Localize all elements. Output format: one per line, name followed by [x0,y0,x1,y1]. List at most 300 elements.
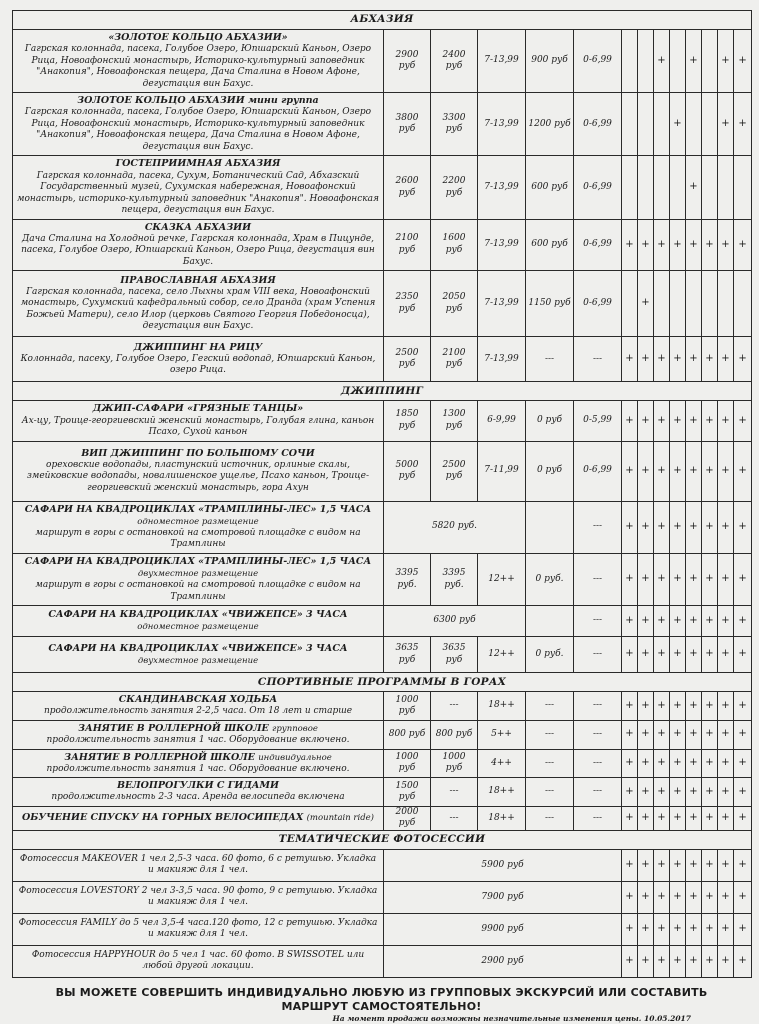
day-availability-cell: + [670,720,686,749]
day-availability-cell: + [670,692,686,721]
day-availability-cell: + [622,692,638,721]
day-availability-cell: + [702,337,718,382]
day-availability-cell: + [734,749,752,778]
day-availability-cell: + [670,501,686,553]
tour-description: Ах-цу, Троице-георгиевский женский монастырь, Голубая глина, каньон Псахо, Сухой каньон [21,415,375,438]
infant-price-cell: --- [526,778,574,807]
child-price-cell: 2400 руб [431,30,478,93]
tour-description-cell [13,637,384,673]
child-price-cell: 1000 руб [431,749,478,778]
tour-description-cell [13,692,384,721]
child-age-cell: 7-13,99 [478,271,526,337]
tour-name-suffix: одноместное размещение [137,516,259,527]
day-availability-cell [718,156,734,219]
adult-price-cell: 1500 руб [384,778,431,807]
day-availability-cell: + [734,692,752,721]
child-age-cell: 7-11,99 [478,441,526,501]
day-availability-cell: + [622,806,638,830]
day-availability-cell: + [718,637,734,673]
day-availability-cell: + [622,219,638,271]
day-availability-cell: + [702,849,718,881]
tour-description-cell [13,606,384,637]
adult-price-cell: 2350 руб [384,271,431,337]
section-title: ДЖИППИНГ [13,382,752,401]
day-availability-cell: + [702,749,718,778]
day-availability-cell: + [638,913,654,945]
day-availability-cell: + [622,849,638,881]
price-change-note: На момент продажи возможны незначительные изменения цены. 10.05.2017 [332,1014,691,1024]
tour-description-cell [13,749,384,778]
day-availability-cell: + [622,401,638,441]
price-table [12,10,752,978]
day-availability-cell: + [622,606,638,637]
day-availability-cell: + [654,881,670,913]
child-price-cell: 800 руб [431,720,478,749]
tour-row [13,806,752,830]
price-merged-cell: 6300 руб [384,606,526,637]
day-availability-cell: + [686,156,702,219]
day-availability-cell: + [734,881,752,913]
tour-row [13,219,752,271]
infant-price-cell: 1200 руб [526,93,574,156]
day-availability-cell: + [734,778,752,807]
day-availability-cell: + [734,30,752,93]
adult-price-cell: 2500 руб [384,337,431,382]
tour-name: ДЖИППИНГ НА РИЦУ [133,341,263,353]
infant-age-cell: 0-5,99 [574,401,622,441]
day-availability-cell: + [670,749,686,778]
tour-title [17,723,379,735]
day-availability-cell: + [622,720,638,749]
photo-session-price: 2900 руб [384,945,622,977]
day-availability-cell: + [686,778,702,807]
day-availability-cell: + [734,93,752,156]
day-availability-cell: + [654,849,670,881]
day-availability-cell: + [638,692,654,721]
day-availability-cell: + [718,337,734,382]
day-availability-cell: + [670,219,686,271]
child-age-cell: 7-13,99 [478,156,526,219]
child-price-cell: 3300 руб [431,93,478,156]
price-sheet [12,10,751,1023]
day-availability-cell: + [718,720,734,749]
infant-price-cell: 0 руб [526,441,574,501]
day-availability-cell: + [702,219,718,271]
tour-description: продолжительность занятия 2-2,5 часа. От 18 лет и старше [43,706,353,717]
day-availability-cell: + [654,692,670,721]
day-availability-cell: + [654,778,670,807]
day-availability-cell: + [734,849,752,881]
day-availability-cell: + [686,749,702,778]
day-availability-cell: + [686,337,702,382]
section-title: ТЕМАТИЧЕСКИЕ ФОТОСЕССИИ [13,830,752,849]
tour-description-cell [13,553,384,605]
day-availability-cell [686,93,702,156]
infant-price-cell: 0 руб. [526,637,574,673]
child-age-cell: 18++ [478,806,526,830]
child-age-cell: 7-13,99 [478,30,526,93]
infant-age-cell: --- [574,337,622,382]
day-availability-cell: + [718,945,734,977]
child-price-cell: 3635 руб [431,637,478,673]
infant-price-cell: --- [526,337,574,382]
infant-age-cell: --- [574,720,622,749]
day-availability-cell [686,271,702,337]
day-availability-cell: + [638,501,654,553]
footer-line-2: МАРШРУТ САМОСТОЯТЕЛЬНО! [281,999,482,1013]
day-availability-cell: + [622,337,638,382]
day-availability-cell [702,271,718,337]
day-availability-cell: + [654,501,670,553]
infant-age-cell: --- [574,749,622,778]
infant-price-cell: 600 руб [526,219,574,271]
infant-age-cell: 0-6,99 [574,156,622,219]
tour-row [13,441,752,501]
day-availability-cell: + [686,881,702,913]
photo-session-description: Фотосессия HAPPYHOUR до 5 чел 1 час. 60 фото. В SWISSOTEL или любой другой локации. [13,945,384,977]
day-availability-cell: + [718,692,734,721]
infant-age-cell: 0-6,99 [574,441,622,501]
section-title: АБХАЗИЯ [13,11,752,30]
tour-description: Гагрская колоннада, пасека, Голубое Озеро, Юпшарский Каньон, Озеро Рица, Новоафонский монастырь, Историко-культурный заповедник "Анакопия", Новоафонская пещера, Дача Сталина в Новом Афоне, дегустация вин Бахус. [24,107,372,152]
infant-price-cell: 0 руб [526,401,574,441]
section-title: СПОРТИВНЫЕ ПРОГРАММЫ В ГОРАХ [13,673,752,692]
footer-notice [12,986,751,1014]
adult-price-cell: 1000 руб [384,692,431,721]
day-availability-cell: + [654,401,670,441]
day-availability-cell: + [654,913,670,945]
day-availability-cell: + [622,913,638,945]
tour-name-suffix: групповое [272,723,318,734]
child-age-cell: 7-13,99 [478,337,526,382]
tour-row [13,271,752,337]
tour-name: ЗОЛОТОЕ КОЛЬЦО АБХАЗИИ мини группа [77,95,319,107]
adult-price-cell: 2900 руб [384,30,431,93]
tour-row [13,606,752,637]
infant-age-cell: --- [574,806,622,830]
tour-row [13,749,752,778]
day-availability-cell [670,156,686,219]
infant-price-cell: --- [526,749,574,778]
day-availability-cell: + [702,401,718,441]
tour-description-cell [13,441,384,501]
day-availability-cell: + [638,271,654,337]
day-availability-cell: + [670,881,686,913]
day-availability-cell: + [638,606,654,637]
day-availability-cell: + [718,881,734,913]
child-price-cell: 1600 руб [431,219,478,271]
adult-price-cell: 800 руб [384,720,431,749]
day-availability-cell: + [638,720,654,749]
day-availability-cell: + [686,637,702,673]
adult-price-cell: 1850 руб [384,401,431,441]
tour-description: продолжительность занятия 1 час. Оборудование включено. [46,763,350,774]
empty-cell [526,501,574,553]
day-availability-cell: + [686,441,702,501]
child-price-cell: --- [431,692,478,721]
day-availability-cell: + [686,945,702,977]
day-availability-cell [638,93,654,156]
tour-row [13,501,752,553]
day-availability-cell: + [670,441,686,501]
day-availability-cell: + [718,806,734,830]
day-availability-cell: + [654,337,670,382]
adult-price-cell: 5000 руб [384,441,431,501]
day-availability-cell: + [702,720,718,749]
photo-session-description: Фотосессия MAKEOVER 1 чел 2,5-3 часа. 60 фото, 6 с ретушью. Укладка и макияж для 1 чел. [13,849,384,881]
infant-price-cell: 1150 руб [526,271,574,337]
adult-price-cell: 3635 руб [384,637,431,673]
tour-description-cell [13,30,384,93]
tour-name: САФАРИ НА КВАДРОЦИКЛАХ «ЧВИЖЕПСЕ» 3 ЧАСА [48,609,348,621]
day-availability-cell: + [734,219,752,271]
tour-description-cell [13,93,384,156]
day-availability-cell: + [654,606,670,637]
day-availability-cell [654,156,670,219]
day-availability-cell: + [734,337,752,382]
tour-row [13,720,752,749]
tour-description: Колоннада, пасеку, Голубое Озеро, Гегский водопад, Юпшарский Каньон, озеро Рица. [20,353,376,376]
child-age-cell: 18++ [478,692,526,721]
day-availability-cell: + [670,778,686,807]
day-availability-cell: + [734,553,752,605]
day-availability-cell: + [686,692,702,721]
photo-session-row [13,945,752,977]
tour-name: ВИП ДЖИППИНГ ПО БОЛЬШОМУ СОЧИ [81,447,315,459]
tour-name: ПРАВОСЛАВНАЯ АБХАЗИЯ [120,274,276,286]
infant-age-cell: 0-6,99 [574,219,622,271]
day-availability-cell [670,30,686,93]
day-availability-cell: + [686,401,702,441]
day-availability-cell: + [734,401,752,441]
day-availability-cell: + [718,913,734,945]
day-availability-cell [702,93,718,156]
day-availability-cell: + [670,401,686,441]
tour-name: СКАЗКА АБХАЗИИ [144,221,252,233]
tour-description: Гагрская колоннада, пасека, Голубое Озеро, Юпшарский Каньон, Озеро Рица, Новоафонский монастырь, Историко-культурный заповедник "Анакопия", Новоафонская пещера, Дача Сталина в Новом Афоне, дегустация вин Бахус. [24,44,372,89]
day-availability-cell: + [702,945,718,977]
day-availability-cell [702,30,718,93]
tour-name: САФАРИ НА КВАДРОЦИКЛАХ «ЧВИЖЕПСЕ» 3 ЧАСА [48,642,348,654]
tour-name: САФАРИ НА КВАДРОЦИКЛАХ «ТРАМПЛИНЫ-ЛЕС» 1,5 ЧАСА [24,503,372,515]
day-availability-cell: + [638,219,654,271]
tour-name: «ЗОЛОТОЕ КОЛЬЦО АБХАЗИИ» [108,32,288,43]
day-availability-cell: + [734,806,752,830]
adult-price-cell: 2000 руб [384,806,431,830]
day-availability-cell [622,156,638,219]
day-availability-cell: + [670,553,686,605]
day-availability-cell [718,271,734,337]
day-availability-cell: + [654,30,670,93]
child-age-cell: --- [574,501,622,553]
tour-row [13,637,752,673]
price-merged-cell: 5820 руб. [384,501,526,553]
day-availability-cell: + [686,30,702,93]
footer-line-1: ВЫ МОЖЕТЕ СОВЕРШИТЬ ИНДИВИДУАЛЬНО ЛЮБУЮ ИЗ ГРУППОВЫХ ЭКСКУРСИЙ ИЛИ СОСТАВИТЬ [55,985,708,999]
tour-description-cell [13,501,384,553]
day-availability-cell: + [622,881,638,913]
tour-name: ДЖИП-САФАРИ «ГРЯЗНЫЕ ТАНЦЫ» [92,403,304,415]
day-availability-cell: + [718,441,734,501]
day-availability-cell [654,271,670,337]
day-availability-cell: + [638,749,654,778]
section-header-row [13,830,752,849]
infant-age-cell: --- [574,637,622,673]
tour-description: Гагрская колоннада, пасека, село Лыхны храм VIII века, Новоафонский монастырь, Сухумский кафедральный собор, село Дранда (храм Успения Божьей Матери), село Илор (церковь Святого Георгия Победоносца), дегустация вин Бахус. [20,286,376,332]
tour-description-cell [13,401,384,441]
day-availability-cell [638,156,654,219]
photo-session-row [13,913,752,945]
day-availability-cell: + [734,637,752,673]
day-availability-cell: + [734,913,752,945]
day-availability-cell: + [654,441,670,501]
tour-description-cell [13,806,384,830]
day-availability-cell: + [702,692,718,721]
tour-row [13,553,752,605]
day-availability-cell: + [702,441,718,501]
photo-session-price: 9900 руб [384,913,622,945]
tour-title [17,609,379,633]
tour-title [17,643,379,667]
day-availability-cell: + [622,637,638,673]
child-age-cell: 12++ [478,637,526,673]
tour-row [13,156,752,219]
day-availability-cell [670,271,686,337]
day-availability-cell: + [622,945,638,977]
child-age-cell: 7-13,99 [478,93,526,156]
day-availability-cell [702,156,718,219]
day-availability-cell: + [702,501,718,553]
tour-title [17,752,379,764]
child-age-cell: 6-9,99 [478,401,526,441]
tour-description: продолжительность занятия 1 час. Оборудование включено. [46,735,350,746]
infant-age-cell: --- [574,778,622,807]
child-price-cell: 2200 руб [431,156,478,219]
child-price-cell: --- [431,778,478,807]
day-availability-cell: + [654,219,670,271]
tour-title [17,812,379,824]
tour-name: СКАНДИНАВСКАЯ ХОДЬБА [118,694,278,706]
child-age-cell: 5++ [478,720,526,749]
day-availability-cell [622,30,638,93]
infant-price-cell: 0 руб. [526,553,574,605]
tour-description-cell [13,337,384,382]
day-availability-cell: + [702,637,718,673]
day-availability-cell: + [654,637,670,673]
day-availability-cell: + [638,553,654,605]
tour-row [13,93,752,156]
day-availability-cell [734,156,752,219]
day-availability-cell: + [686,913,702,945]
infant-age-cell: 0-6,99 [574,93,622,156]
tour-name-suffix: двухместное размещение [137,569,259,580]
day-availability-cell: + [718,553,734,605]
day-availability-cell: + [718,219,734,271]
tour-row [13,30,752,93]
tour-name: ГОСТЕПРИИМНАЯ АБХАЗИЯ [115,158,281,170]
day-availability-cell: + [718,849,734,881]
day-availability-cell: + [670,93,686,156]
day-availability-cell [638,30,654,93]
day-availability-cell: + [670,637,686,673]
tour-name-suffix: двухместное размещение [137,655,259,666]
day-availability-cell: + [734,606,752,637]
day-availability-cell: + [734,720,752,749]
day-availability-cell: + [702,913,718,945]
tour-description: маршрут в горы с остановкой на смотровой площадке с видом на Трамплины [35,527,361,550]
child-age-cell: 18++ [478,778,526,807]
tour-description: Гагрская колоннада, пасека, Сухум, Ботанический Сад, Абхазский Государственный музей, Сухумская набережная, Новоафонский монастырь, историко-культурный заповедник "Анакопия". Новоафонская пещера, дегустация вин Бахус. [17,170,379,216]
day-availability-cell: + [686,849,702,881]
section-header-row [13,11,752,30]
tour-name-suffix: индивидуальное [258,752,332,763]
tour-description-cell [13,156,384,219]
day-availability-cell: + [622,501,638,553]
tour-row [13,401,752,441]
day-availability-cell: + [686,806,702,830]
day-availability-cell: + [718,606,734,637]
tour-title [17,780,379,792]
child-price-cell: 3395 руб. [431,553,478,605]
child-price-cell: 2100 руб [431,337,478,382]
day-availability-cell: + [702,806,718,830]
tour-name-suffix: одноместное размещение [137,622,259,633]
infant-age-cell: 0-6,99 [574,30,622,93]
child-price-cell: 1300 руб [431,401,478,441]
child-price-cell: 2500 руб [431,441,478,501]
day-availability-cell: + [638,337,654,382]
tour-name: САФАРИ НА КВАДРОЦИКЛАХ «ТРАМПЛИНЫ-ЛЕС» 1,5 ЧАСА [24,555,372,567]
tour-title [17,694,379,706]
tour-name-suffix: (mountain ride) [306,813,374,824]
child-age-cell: --- [574,606,622,637]
day-availability-cell: + [638,401,654,441]
day-availability-cell: + [686,720,702,749]
tour-description: Дача Сталина на Холодной речке, Гагрская колоннада, Храм в Пицунде, пасека, Голубое Озеро, Юпшарский Каньон, Озеро Рица, дегустация вин Бахус. [21,233,375,267]
tour-title [17,556,379,580]
tour-row [13,337,752,382]
tour-title [17,504,379,528]
photo-session-price: 5900 руб [384,849,622,881]
tour-row [13,778,752,807]
day-availability-cell: + [686,219,702,271]
tour-description: продолжительность 2-3 часа. Аренда велосипеда включена [51,792,345,803]
day-availability-cell: + [702,606,718,637]
day-availability-cell: + [702,553,718,605]
photo-session-row [13,849,752,881]
infant-price-cell: 600 руб [526,156,574,219]
photo-session-description: Фотосессия FAMILY до 5 чел 3,5-4 часа.120 фото, 12 с ретушью. Укладка и макияж для 1 чел. [13,913,384,945]
child-age-cell: 7-13,99 [478,219,526,271]
day-availability-cell: + [622,553,638,605]
tour-description-cell [13,778,384,807]
day-availability-cell: + [670,945,686,977]
infant-price-cell: --- [526,720,574,749]
day-availability-cell: + [638,945,654,977]
day-availability-cell: + [670,606,686,637]
day-availability-cell: + [670,337,686,382]
day-availability-cell: + [638,849,654,881]
tour-name: ЗАНЯТИЕ В РОЛЛЕРНОЙ ШКОЛЕ [78,722,269,734]
tour-name: ЗАНЯТИЕ В РОЛЛЕРНОЙ ШКОЛЕ [64,751,255,763]
adult-price-cell: 3800 руб [384,93,431,156]
day-availability-cell: + [638,441,654,501]
day-availability-cell: + [718,778,734,807]
day-availability-cell: + [686,501,702,553]
day-availability-cell: + [702,881,718,913]
tour-description: маршрут в горы с остановкой на смотровой площадке с видом на Трамплины [35,580,361,602]
tour-name: ВЕЛОПРОГУЛКИ С ГИДАМИ [116,780,279,792]
